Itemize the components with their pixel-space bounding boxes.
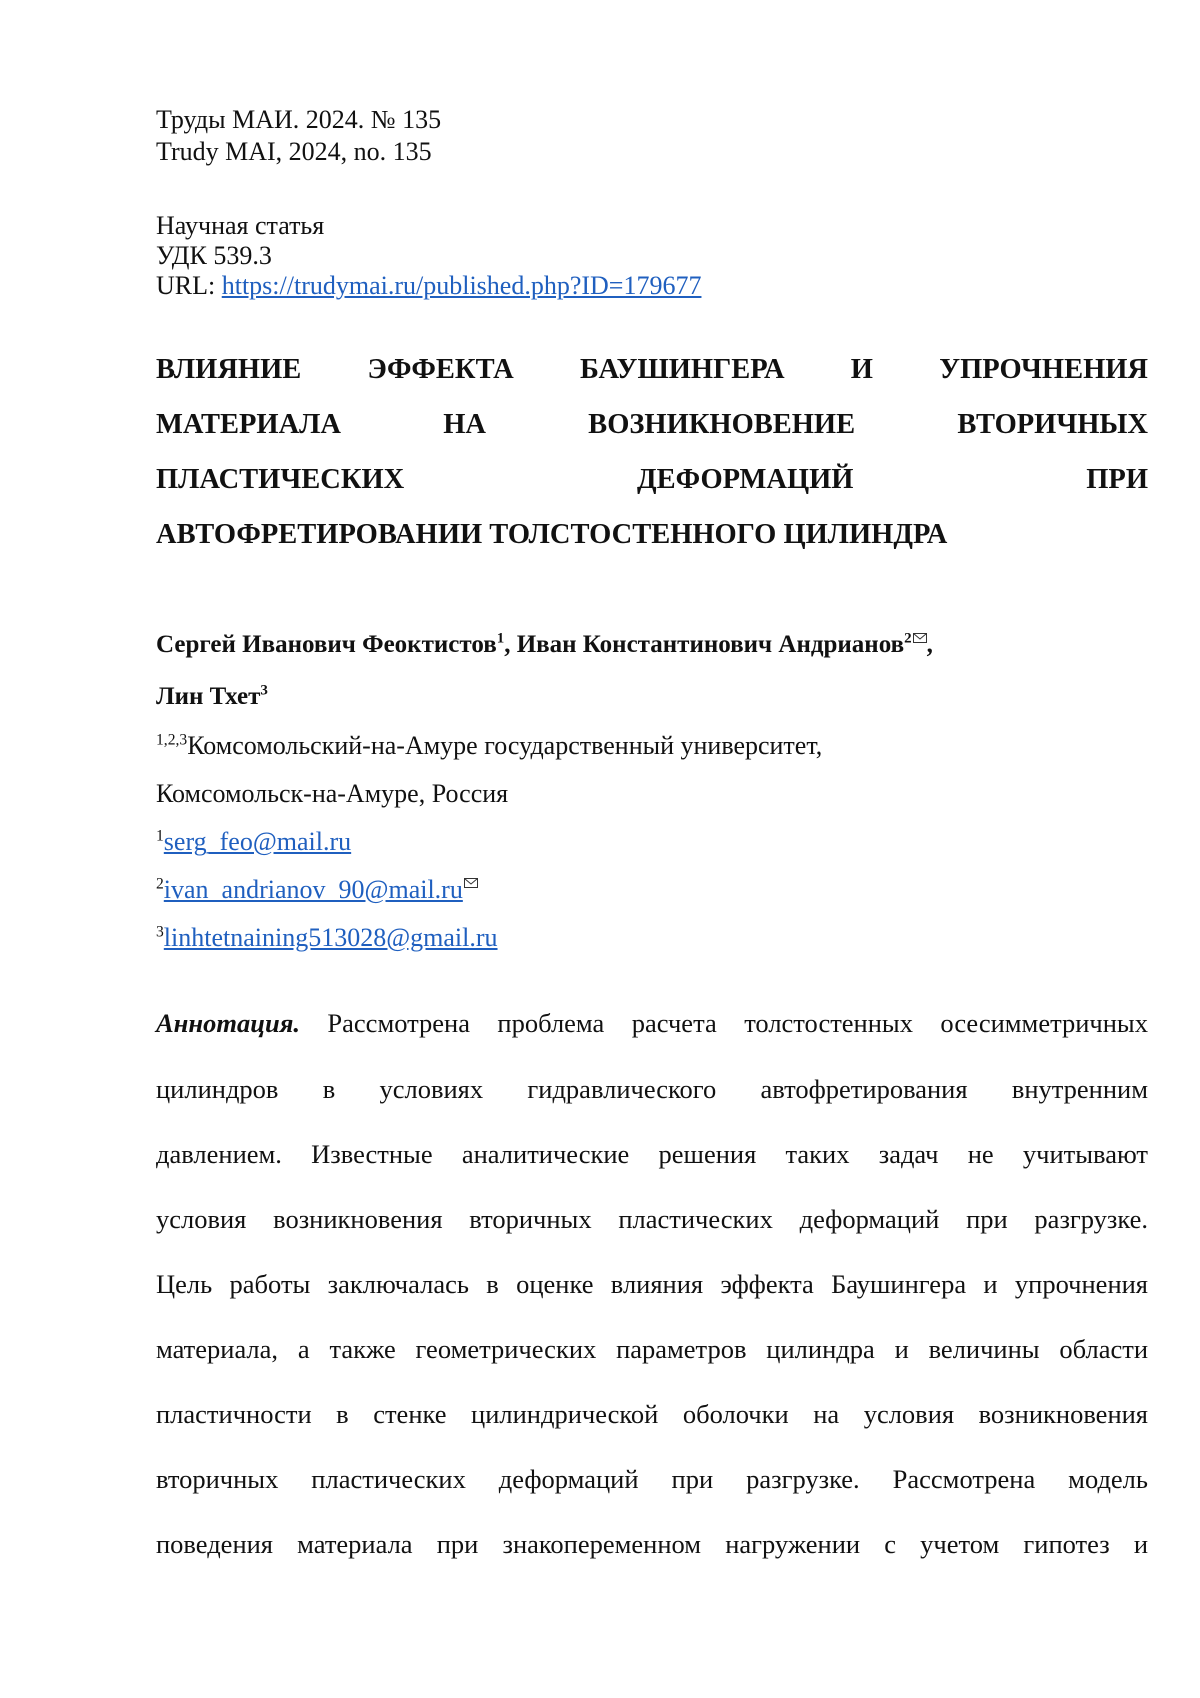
article-type: Научная статья (156, 210, 324, 242)
title-line-4: АВТОФРЕТИРОВАНИИ ТОЛСТОСТЕННОГО ЦИЛИНДРА (156, 517, 1148, 553)
authors-line-1 (156, 628, 933, 662)
url-label: URL: (156, 271, 222, 300)
journal-citation-en: Trudy MAI, 2024, no. 135 (156, 136, 432, 168)
author-1-name: Сергей Иванович Феоктистов (156, 631, 497, 658)
abstract-line-1 (156, 1006, 1148, 1040)
title-line-1: ВЛИЯНИЕ ЭФФЕКТА БАУШИНГЕРА И УПРОЧНЕНИЯ (156, 352, 1148, 388)
email-3-link[interactable]: linhtetnaining513028@gmail.ru (164, 923, 498, 952)
journal-citation-ru: Труды МАИ. 2024. № 135 (156, 104, 441, 136)
abstract-line-2: цилиндров в условиях гидравлического автофретирования внутренним (156, 1072, 1148, 1106)
author-separator: , (504, 631, 517, 658)
abstract-line-7: пластичности в стенке цилиндрической оболочки на условия возникновения (156, 1397, 1148, 1431)
authors-line-2 (156, 680, 268, 714)
email-line-3 (156, 922, 498, 954)
article-url-link[interactable]: https://trudymai.ru/published.php?ID=179677 (222, 271, 702, 300)
abstract-line-6: материала, а также геометрических параметров цилиндра и величины области (156, 1332, 1148, 1366)
abstract-line-9: поведения материала при знакопеременном нагружении с учетом гипотез и (156, 1527, 1148, 1561)
envelope-icon (464, 878, 478, 888)
author-3-sup: 3 (260, 683, 268, 699)
abstract-line-3: давлением. Известные аналитические решения таких задач не учитывают (156, 1137, 1148, 1171)
email-1-link[interactable]: serg_feo@mail.ru (164, 827, 351, 856)
email-line-1 (156, 826, 351, 858)
author-1-sup: 1 (497, 631, 505, 647)
affiliation-sup: 1,2,3 (156, 731, 187, 748)
abstract-line-5: Цель работы заключалась в оценке влияния эффекта Баушингера и упрочнения (156, 1267, 1148, 1301)
envelope-icon (913, 633, 927, 643)
author-2-name: Иван Константинович Андрианов (517, 631, 904, 658)
title-line-3: ПЛАСТИЧЕСКИХ ДЕФОРМАЦИЙ ПРИ (156, 462, 1148, 498)
affiliation-line-2: Комсомольск-на-Амуре, Россия (156, 778, 508, 810)
email-line-2 (156, 874, 478, 906)
author-2-sup: 2 (904, 631, 912, 647)
email-2-sup: 2 (156, 875, 164, 892)
abstract-line-4: условия возникновения вторичных пластических деформаций при разгрузке. (156, 1202, 1148, 1236)
email-1-sup: 1 (156, 827, 164, 844)
affiliation-university: Комсомольский-на-Амуре государственный университет, (187, 731, 822, 760)
abstract-label: Аннотация. (156, 1008, 300, 1038)
email-3-sup: 3 (156, 923, 164, 940)
title-line-2: МАТЕРИАЛА НА ВОЗНИКНОВЕНИЕ ВТОРИЧНЫХ (156, 407, 1148, 443)
url-line (156, 270, 701, 302)
author-3-name: Лин Тхет (156, 683, 260, 710)
author-separator-2: , (927, 631, 933, 658)
paper-page (0, 0, 1200, 1698)
affiliation-line-1 (156, 730, 822, 762)
abstract-line-8: вторичных пластических деформаций при разгрузке. Рассмотрена модель (156, 1462, 1148, 1496)
email-2-link[interactable]: ivan_andrianov_90@mail.ru (164, 875, 463, 904)
abstract-first-line-text: Рассмотрена проблема расчета толстостенных осесимметричных (300, 1008, 1148, 1038)
udk-code: УДК 539.3 (156, 240, 272, 272)
